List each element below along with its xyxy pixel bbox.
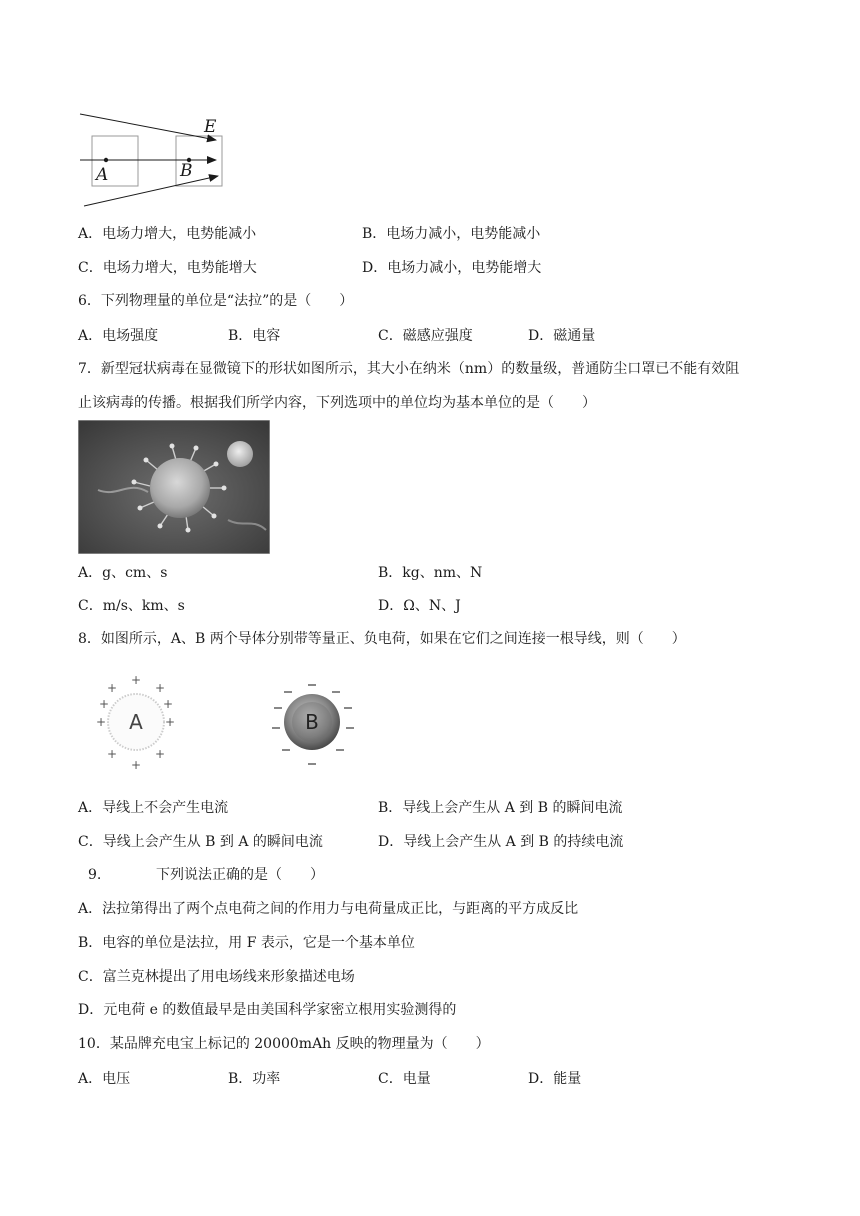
q6-option-b: B．电容 (228, 328, 281, 344)
svg-text:+: + (106, 681, 118, 695)
svg-text:+: + (98, 697, 110, 711)
electric-field-figure (76, 110, 236, 210)
q7-option-b: B．kg、nm、N (378, 565, 483, 581)
q8-stem: 8．如图所示，A、B 两个导体分别带等量正、负电荷，如果在它们之间连接一根导线，则（ ） (78, 631, 686, 647)
q7-option-a: A．g、cm、s (78, 565, 168, 581)
svg-text:+: + (106, 747, 118, 761)
q9-stem: 下列说法正确的是（ ） (156, 867, 324, 883)
virus-micrograph (78, 420, 270, 554)
q5-option-b: B．电场力减小，电势能减小 (362, 226, 541, 242)
q7-stem-line1: 7．新型冠状病毒在显微镜下的形状如图所示，其大小在纳米（nm）的数量级，普通防尘口罩已不能有效阻 (78, 361, 740, 377)
q7-option-c: C．m/s、km、s (78, 598, 185, 614)
label-e: E (204, 117, 217, 137)
svg-text:+: + (130, 758, 142, 772)
q9-number: 9. (88, 867, 102, 883)
q7-stem-line2: 止该病毒的传播。根据我们所学内容，下列选项中的单位均为基本单位的是（ ） (78, 395, 596, 411)
charged-conductors-figure (90, 676, 370, 772)
svg-text:+: + (95, 715, 107, 729)
q8-option-c: C．导线上会产生从 B 到 A 的瞬间电流 (78, 834, 323, 850)
q9-option-b: B．电容的单位是法拉，用 F 表示，它是一个基本单位 (78, 935, 415, 951)
label-b: B (180, 161, 193, 181)
q10-option-d: D．能量 (528, 1071, 582, 1087)
q6-option-c: C．磁感应强度 (378, 328, 473, 344)
q9-option-a: A．法拉第得出了两个点电荷之间的作用力与电荷量成正比，与距离的平方成反比 (78, 901, 579, 917)
svg-text:+: + (130, 676, 142, 687)
svg-text:+: + (162, 697, 174, 711)
q5-option-c: C．电场力增大，电势能增大 (78, 260, 257, 276)
q8-option-b: B．导线上会产生从 A 到 B 的瞬间电流 (378, 800, 623, 816)
label-a: A (96, 165, 109, 185)
q8-option-d: D．导线上会产生从 A 到 B 的持续电流 (378, 834, 624, 850)
q10-option-a: A．电压 (78, 1071, 131, 1087)
q6-option-d: D．磁通量 (528, 328, 596, 344)
svg-text:+: + (164, 715, 176, 729)
svg-text:+: + (154, 747, 166, 761)
q9-option-d: D．元电荷 e 的数值最早是由美国科学家密立根用实验测得的 (78, 1002, 457, 1018)
q9-option-c: C．富兰克林提出了用电场线来形象描述电场 (78, 969, 355, 985)
q10-option-c: C．电量 (378, 1071, 431, 1087)
q8-option-a: A．导线上不会产生电流 (78, 800, 229, 816)
svg-text:+: + (154, 681, 166, 695)
q7-option-d: D．Ω、N、J (378, 598, 461, 614)
sphere-a-label: A (129, 710, 143, 734)
q5-option-a: A．电场力增大，电势能减小 (78, 226, 257, 242)
q6-option-a: A．电场强度 (78, 328, 159, 344)
sphere-b-label: B (305, 710, 319, 734)
q5-option-d: D．电场力减小，电势能增大 (362, 260, 542, 276)
q10-option-b: B．功率 (228, 1071, 281, 1087)
q6-stem: 6．下列物理量的单位是“法拉”的是（ ） (78, 293, 354, 309)
q10-stem: 10．某品牌充电宝上标记的 20000mAh 反映的物理量为（ ） (78, 1036, 490, 1052)
